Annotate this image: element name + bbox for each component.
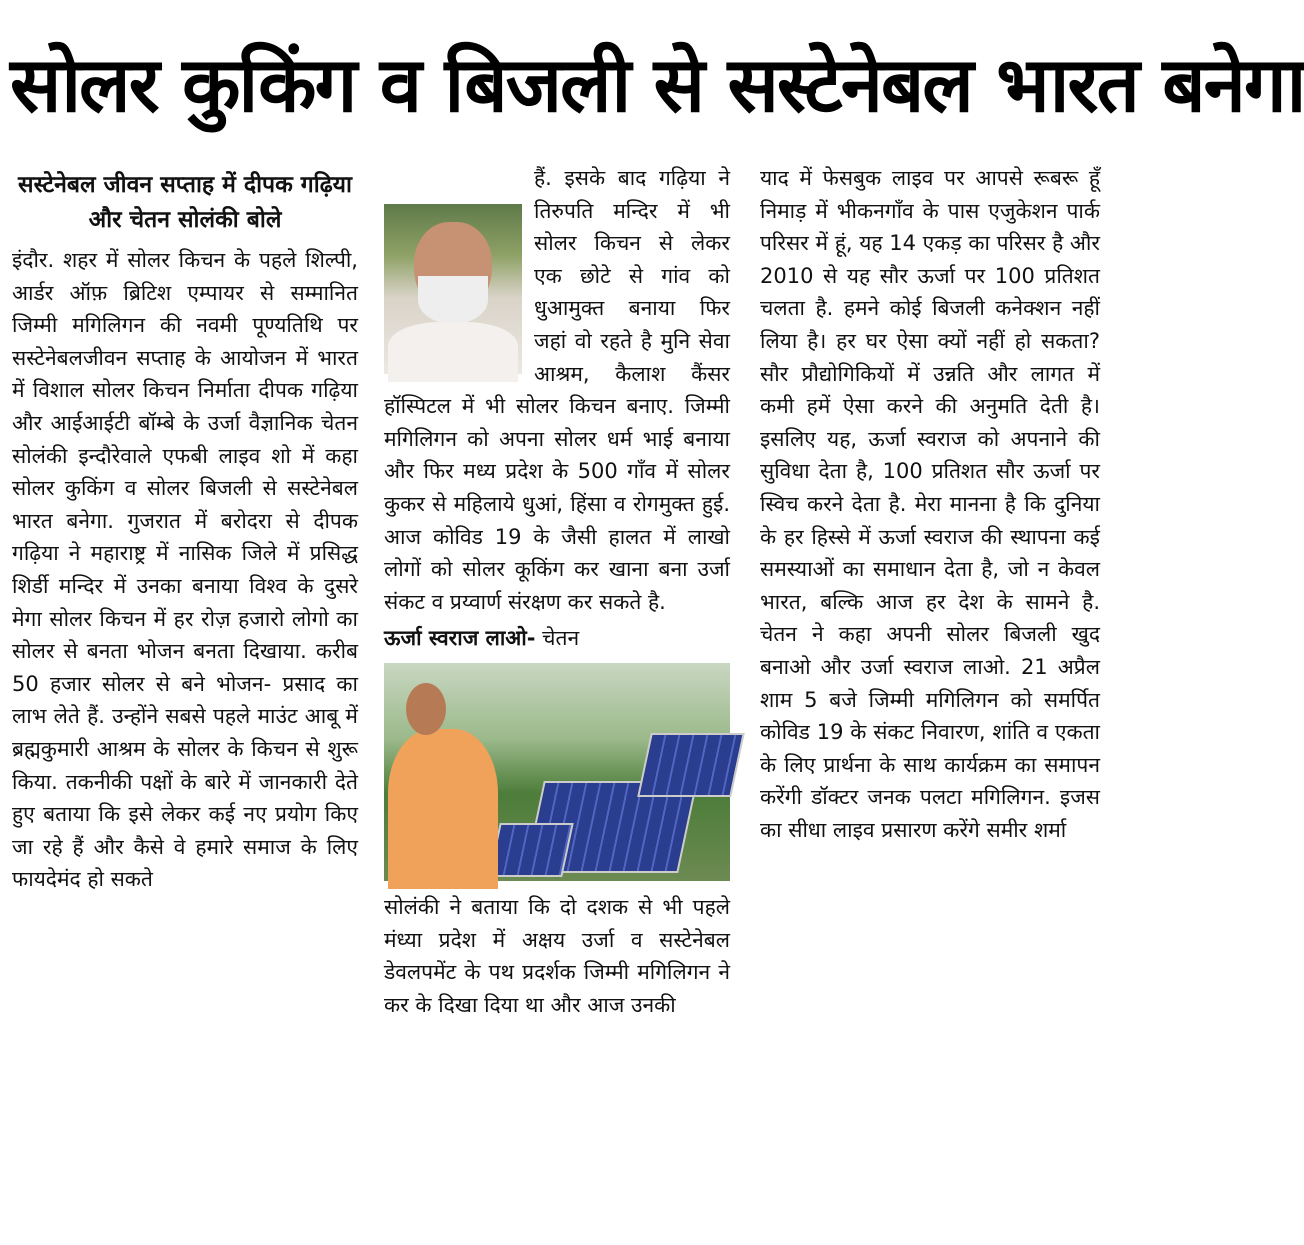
subheadline: सस्टेनेबल जीवन सप्ताह में दीपक गढ़िया और चेतन सोलंकी बोले [18,172,352,233]
section-heading-line [384,622,730,655]
column-2 [384,162,730,1240]
column-2-text-bottom: सोलंकी ने बताया कि दो दशक से भी पहले मंध्या प्रदेश में अक्षय उर्जा व सस्टेनेबल डेवलपमेंट के पथ प्रदर्शक जिम्मी मगिलिगन ने कर के दिखा दिया था और आज उनकी [384,894,730,1017]
section-heading: ऊर्जा स्वराज लाओ- [384,626,536,651]
column-3-text: याद में फेसबुक लाइव पर आपसे रूबरू हूँ निमाड़ में भीकनगाँव के पास एजुकेशन पार्क परिसर में हूं, यह 14 एकड़ का परिसर है और 2010 से यह सौर ऊर्जा पर 100 प्रतिशत चलता है. हमने कोई बिजली कनेक्शन नहीं लिया है। हर घर ऐसा क्यों नहीं हो सकता? सौर प्रौद्योगिकियों में उन्नति और लागत में कमी हमें ऐसा करने की अनुमति देती है। इसलिए यह, ऊर्जा स्वराज को अपनाने की सुविधा देता है, 100 प्रतिशत सौर ऊर्जा पर स्विच करने देता है. मेरा मानना है कि दुनिया के हर हिस्से में ऊर्जा स्वराज की स्थापना कई समस्याओं का समाधान देता है, जो न केवल भारत, बल्कि आज हर देश के सामने है. चेतन ने कहा अपनी सोलर बिजली खुद बनाओ और उर्जा स्वराज लाओ. 21 अप्रैल शाम 5 बजे जिम्मी मगिलिगन को समर्पित कोविड 19 के संकट निवारण, शांति व एकता के लिए प्रार्थना के साथ कार्यक्रम का समापन करेंगी डॉक्टर जनक पलटा मगिलिगन. इजस का सीधा लाइव प्रसारण करेंगे समीर शर्मा [760,166,1100,842]
photo-deepak-gadhia [384,204,522,374]
column-3 [760,162,1100,1240]
section-heading-tail: चेतन [535,626,580,651]
headline: सोलर कुकिंग व बिजली से सस्टेनेबल भारत बनेगा [10,40,1304,129]
column-2-text-top: हैं. इसके बाद गढ़िया ने तिरुपति मन्दिर में भी सोलर किचन से लेकर एक छोटे से गांव को धुआमुक्त बनाया फिर जहां वो रहते है मुनि सेवा आश्रम, कैलाश कैंसर हॉस्पिटल में भी सोलर किचन बनाए. जिम्मी मगिलिगन को अपना सोलर धर्म भाई बनाया और फिर मध्य प्रदेश के 500 गाँव में सोलर कुकर से महिलाये धुआं, हिंसा व रोगमुक्त हुई. आज कोविड 19 के जैसी हालत में लाखो लोगों को सोलर कूकिंग कर खाना बना उर्जा संकट व प्रय्वार्ण संरक्षण कर सकते है. [384,166,730,614]
column-1-text: इंदौर. शहर में सोलर किचन के पहले शिल्पी, आर्डर ऑफ़ ब्रिटिश एम्पायर से सम्मानित जिम्मी मगिलिगन की नवमी पूण्यतिथि पर सस्टेनेबलजीवन सप्ताह के आयोजन में भारत में विशाल सोलर किचन निर्माता दीपक गढ़िया और आईआईटी बॉम्बे के उर्जा वैज्ञानिक चेतन सोलंकी इन्दौरेवाले एफबी लाइव शो में कहा सोलर कुकिंग व सोलर बिजली से सस्टेनेबल भारत बनेगा. गुजरात में बरोदरा से दीपक गढ़िया ने महाराष्ट्र में नासिक जिले में प्रसिद्ध शिर्डी मन्दिर में उनका बनाया विश्व के दुसरे मेगा सोलर किचन में हर रोज़ हजारो लोगो का सोलर से बनता भोजन बनता दिखाया. करीब 50 हजार सोलर से बने भोजन- प्रसाद का लाभ लेते हैं. उन्होंने सबसे पहले माउंट आबू में ब्रह्मकुमारी आश्रम के सोलर के किचन से शुरू किया. तकनीकी पक्षों के बारे में जानकारी देते हुए बताया कि इसे लेकर कई नए प्रयोग किए जा रहे हैं और कैसे वे हमारे समाज के लिए फायदेमंद हो सकते [12,248,358,892]
column-1 [12,162,358,1240]
photo-chetan-solanki-solar-panels [384,663,730,881]
